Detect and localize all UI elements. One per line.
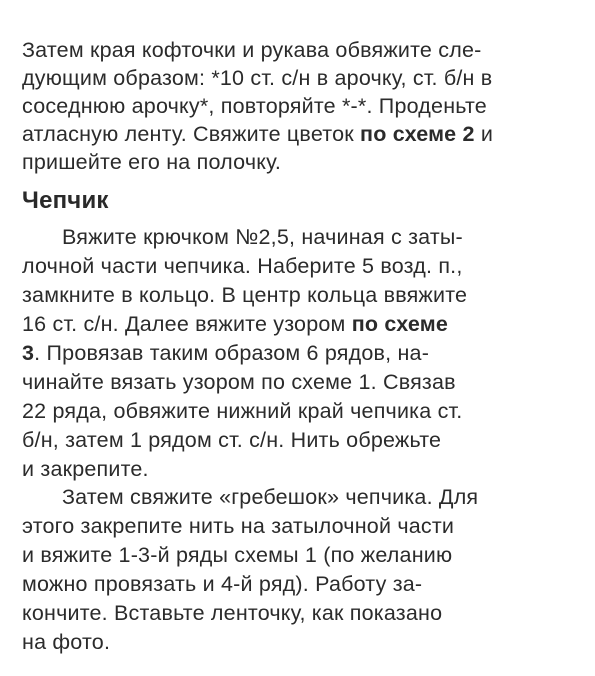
intro-line-4-text: атласную ленту. Свяжите цветок (22, 122, 361, 146)
section-heading: Чепчик (22, 187, 109, 214)
p1-line-5-text: . Провязав таким образом 6 рядов, на- (34, 341, 430, 365)
p2-line-1: Затем свяжите «гребешок» чепчика. Для (62, 485, 479, 509)
p2-line-3: и вяжите 1-3-й ряды схемы 1 (по желанию (22, 543, 453, 567)
intro-line-5: пришейте его на полочку. (22, 150, 282, 174)
p1-line-7: 22 ряда, обвяжите нижний край чепчика ст. (22, 399, 463, 423)
p2-line-4: можно провязать и 4-й ряд). Работу за- (22, 572, 423, 596)
p2-line-2: этого закрепите нить на затылочной части (22, 514, 455, 538)
intro-line-4-tail: и (474, 122, 494, 146)
p1-line-1: Вяжите крючком №2,5, начиная с заты- (62, 225, 463, 249)
p2-line-5: кончите. Вставьте ленточку, как показано (22, 601, 443, 625)
p1-scheme-number: 3 (22, 341, 35, 365)
p1-line-4-text: 16 ст. с/н. Далее вяжите узором (22, 312, 352, 336)
p1-line-8: б/н, затем 1 рядом ст. с/н. Нить обрежьте (22, 428, 442, 452)
p1-line-2: лочной части чепчика. Наберите 5 возд. п., (22, 254, 463, 278)
intro-line-4 (22, 121, 493, 147)
intro-scheme-2-ref: по схеме 2 (360, 122, 475, 146)
p1-line-5 (22, 340, 429, 366)
p1-line-4 (22, 311, 448, 337)
p1-line-9: и закрепите. (22, 457, 149, 481)
p1-line-6: чинайте вязать узором по схеме 1. Связав (22, 370, 456, 394)
intro-line-2: дующим образом: *10 ст. с/н в арочку, ст. б/н в (22, 66, 493, 90)
intro-line-1: Затем края кофточки и рукава обвяжите сле- (22, 38, 482, 62)
p1-scheme-ref: по схеме (351, 312, 449, 336)
intro-line-3: соседнюю арочку*, повторяйте *-*. Проденьте (22, 94, 487, 118)
p1-line-3: замкните в кольцо. В центр кольца ввяжите (22, 283, 468, 307)
p2-line-6: на фото. (22, 630, 111, 654)
